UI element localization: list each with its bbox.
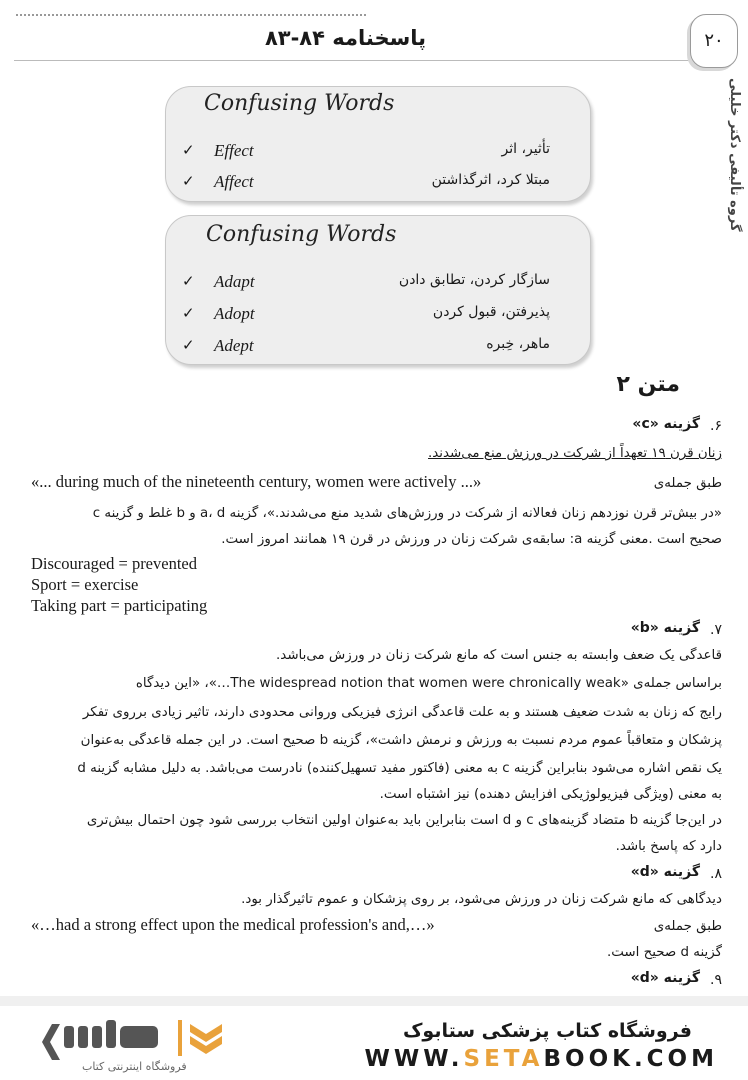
section-title: متن ۲ xyxy=(616,372,680,397)
footer xyxy=(0,1006,748,1080)
word-row xyxy=(166,270,590,296)
explanation-line: دارد که پاسخ باشد. xyxy=(615,839,722,854)
answer-line: گزینه d صحیح است. xyxy=(606,945,722,960)
english-word: Affect xyxy=(214,172,254,191)
question-number: .۷ xyxy=(710,622,722,638)
reference-label: طبق جمله‌ی xyxy=(653,919,722,934)
side-author-text: گروه تألیفی دکتر خلیلی xyxy=(727,78,742,232)
explanation-line: یک نقص اشاره می‌شود بنابراین گزینه c به معنی (فاکتور مفید تسهیل‌کننده) نادرست می‌باشد. به دلیل مشابه گزینه d xyxy=(77,761,722,776)
word-row xyxy=(166,170,590,196)
check-icon: ✓ xyxy=(182,141,195,159)
answer-option: گزینه «d» xyxy=(630,970,700,986)
answer-statement: قاعدگی یک ضعف وابسته به جنس است که مانع شرکت زنان در ورزش می‌باشد. xyxy=(276,648,722,663)
reference-label: طبق جمله‌ی xyxy=(653,476,722,491)
answer-option: گزینه «c» xyxy=(632,416,700,432)
box-title: Confusing Words xyxy=(204,91,395,116)
logo-subtitle: فروشگاه اینترنتی کتاب xyxy=(82,1060,187,1073)
question-number: .۶ xyxy=(710,418,722,434)
explanation-line: پزشکان و متعاقباً عموم مردم نسبت به ورزش و نرمش داشت»، گزینه b صحیح است. در این جمله قاعدگی به‌عنوان xyxy=(80,733,722,748)
persian-meaning: سازگار کردن، تطابق دادن xyxy=(398,272,550,288)
question-number: .۹ xyxy=(710,972,722,988)
answer-option: گزینه «d» xyxy=(630,864,700,880)
answer-statement: دیدگاهی که مانع شرکت زنان در ورزش می‌شود، بر روی پزشکان و عموم تاثیرگذار بود. xyxy=(241,892,722,907)
store-url-link[interactable] xyxy=(365,1046,718,1072)
check-icon: ✓ xyxy=(182,272,195,290)
english-word: Adept xyxy=(214,336,254,355)
english-quote: «…had a strong effect upon the medical profession's and,…» xyxy=(31,915,435,934)
persian-meaning: ماهر، خِبره xyxy=(486,336,550,352)
word-row xyxy=(166,334,590,360)
word-row xyxy=(166,302,590,328)
vocab-line: Taking part = participating xyxy=(31,596,208,615)
check-icon: ✓ xyxy=(182,336,195,354)
vocab-line: Sport = exercise xyxy=(31,575,139,594)
answer-statement: زنان قرن ۱۹ تعهداً از شرکت در ورزش منع می‌شدند. xyxy=(428,446,722,461)
explanation-line: در این‌جا گزینه b متضاد گزینه‌های c و d است بنابراین باید به‌عنوان اولین انتخاب بررسی شود چون احتمال بیش‌تری xyxy=(86,813,722,828)
confusing-words-box-2 xyxy=(165,215,591,365)
box-title: Confusing Words xyxy=(206,222,397,247)
question-number: .۸ xyxy=(710,866,722,882)
check-icon: ✓ xyxy=(182,304,195,322)
url-accent: SETA xyxy=(463,1046,544,1072)
page-number: ۲۰ xyxy=(704,30,724,51)
explanation-line: رایج که زنان به شدت ضعیف هستند و به علت قاعدگی انرژی فیزیکی وروانی محدودی دارند، تاثیر زیادی برروی تفکر xyxy=(82,705,722,720)
explanation-line: «در بیش‌تر قرن نوزدهم زنان فعالانه از شرکت در ورزش‌های شدید منع می‌شدند.»، گزینه a، d و b غلط و گزینه c xyxy=(92,506,722,521)
url-prefix: WWW. xyxy=(364,1046,464,1072)
persian-meaning: پذیرفتن، قبول کردن xyxy=(432,304,550,320)
page-number-badge xyxy=(690,14,738,68)
check-icon: ✓ xyxy=(182,172,195,190)
header-dotted-line xyxy=(16,14,366,16)
setabook-logo[interactable] xyxy=(34,1016,224,1076)
english-word: Adopt xyxy=(214,304,255,323)
footer-divider xyxy=(0,996,748,1006)
store-name: فروشگاه کتاب پزشکی ستابوک xyxy=(402,1020,692,1042)
vocab-line: Discouraged = prevented xyxy=(31,554,197,573)
setabook-logo-icon xyxy=(34,1016,224,1060)
explanation-line: براساس جمله‌ی «The widespread notion that women were chronically weak…»، «این دیدگاه xyxy=(135,676,722,691)
english-word: Adapt xyxy=(214,272,255,291)
header-underline xyxy=(14,60,694,61)
persian-meaning: مبتلا کرد، اثرگذاشتن xyxy=(431,172,550,188)
english-quote: «... during much of the nineteenth century, women were actively ...» xyxy=(31,472,482,491)
explanation-line: به معنی (ویژگی فیزیولوژیکی افزایش دهنده) نیز اشتباه است. xyxy=(379,787,722,802)
english-word: Effect xyxy=(214,141,254,160)
word-row xyxy=(166,139,590,165)
persian-meaning: تأثیر، اثر xyxy=(501,141,550,157)
answer-option: گزینه «b» xyxy=(630,620,700,636)
url-suffix: BOOK.COM xyxy=(543,1046,718,1072)
confusing-words-box-1 xyxy=(165,86,591,202)
explanation-line: صحیح است .معنی گزینه a: سابقه‌ی شرکت زنان در ورزش در قرن ۱۹ همانند امروز است. xyxy=(221,532,722,547)
page-title: پاسخنامه ۸۴-۸۳ xyxy=(264,26,426,50)
